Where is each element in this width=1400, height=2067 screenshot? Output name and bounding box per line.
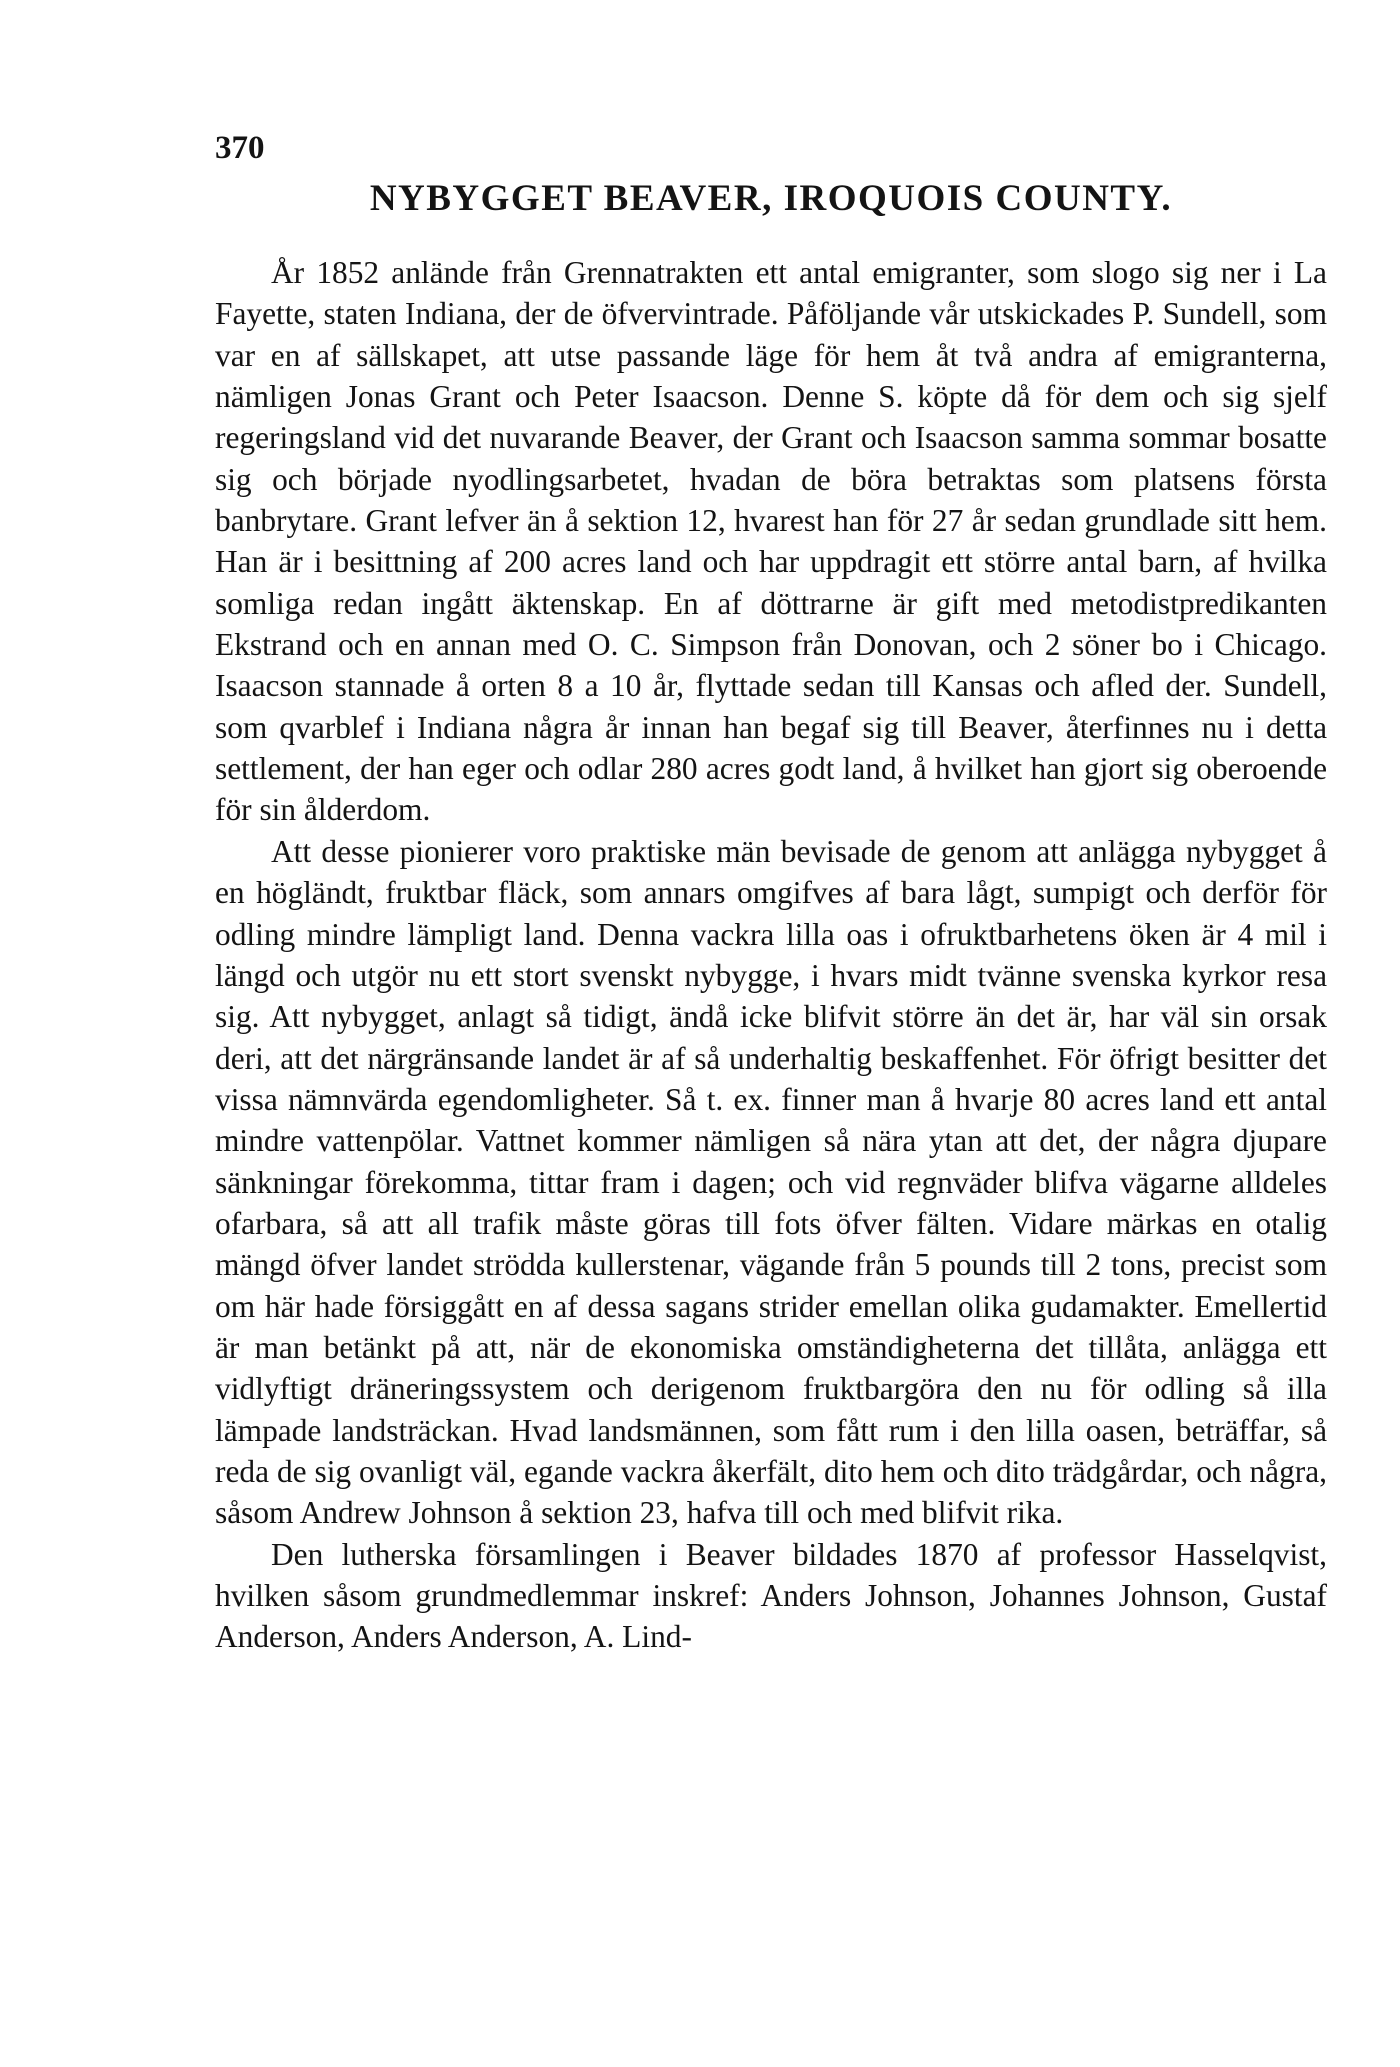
section-heading: NYBYGGET BEAVER, IROQUOIS COUNTY. xyxy=(369,178,1173,219)
book-page xyxy=(215,128,1327,1658)
body-text xyxy=(215,252,1327,1658)
paragraph-3: Den lutherska församlingen i Beaver bildades 1870 af professor Hasselqvist, hvilken såsom grundmedlemmar inskref: Anders Johnson, Johannes Johnson, Gustaf Anderson, Anders Anderson, A. Lind- xyxy=(215,1536,1327,1655)
paragraph-2: Att desse pionierer voro praktiske män bevisade de genom att anlägga nybygget å en högländt, fruktbar fläck, som annars omgifves af bara lågt, sumpigt och derför för odling mindre lämpligt land. Denna vackra lilla oas i ofruktbarhetens öken är 4 mil i längd och utgör nu ett stort svenskt nybygge, i hvars midt tvänne svenska kyrkor resa sig. Att nybygget, anlagt så tidigt, ändå icke blifvit större än det är, har väl sin orsak deri, att det närgränsande landet är af så underhaltig beskaffenhet. För öfrigt besitter det vissa nämnvärda egendomligheter. Så t. ex. finner man å hvarje 80 acres land ett antal mindre vattenpölar. Vattnet kommer nämligen så nära ytan att det, der några djupare sänkningar förekomma, tittar fram i dagen; och vid regnväder blifva vägarne alldeles ofarbara, så att all trafik måste göras till fots öfver fälten. Vidare märkas en otalig mängd öfver landet strödda kullerstenar, vägande från 5 pounds till 2 tons, precist som om här hade försiggått en af dessa sagans strider emellan olika gudamakter. Emellertid är man betänkt på att, när de ekonomiska omständigheterna det tillåta, anlägga ett vidlyftigt dräneringssystem och derigenom fruktbargöra den nu för odling så illa lämpade landsträckan. Hvad landsmännen, som fått rum i den lilla oasen, beträffar, så reda de sig ovanligt väl, egande vackra åkerfält, dito hem och dito trädgårdar, och några, såsom Andrew Johnson å sektion 23, hafva till och med blifvit rika. xyxy=(215,833,1327,1531)
paragraph-1: År 1852 anlände från Grennatrakten ett antal emigranter, som slogo sig ner i La Fayette, staten Indiana, der de öfvervintrade. Påföljande vår utskickades P. Sundell, som var en af sällskapet, att utse passande läge för hem åt två andra af emigranterna, nämligen Jonas Grant och Peter Isaacson. Denne S. köpte då för dem och sig sjelf regeringsland vid det nuvarande Beaver, der Grant och Isaacson samma sommar bosatte sig och började nyodlingsarbetet, hvadan de böra betraktas som platsens första banbrytare. Grant lefver än å sektion 12, hvarest han för 27 år sedan grundlade sitt hem. Han är i besittning af 200 acres land och har uppdragit ett större antal barn, af hvilka somliga redan ingått äktenskap. En af döttrarne är gift med metodistpredikanten Ekstrand och en annan med O. C. Simpson från Donovan, och 2 söner bo i Chicago. Isaacson stannade å orten 8 a 10 år, flyttade sedan till Kansas och afled der. Sundell, som qvarblef i Indiana några år innan han begaf sig till Beaver, återfinnes nu i detta settlement, der han eger och odlar 280 acres godt land, å hvilket han gjort sig oberoende för sin ålderdom. xyxy=(215,255,1327,828)
page-number: 370 xyxy=(215,130,265,166)
